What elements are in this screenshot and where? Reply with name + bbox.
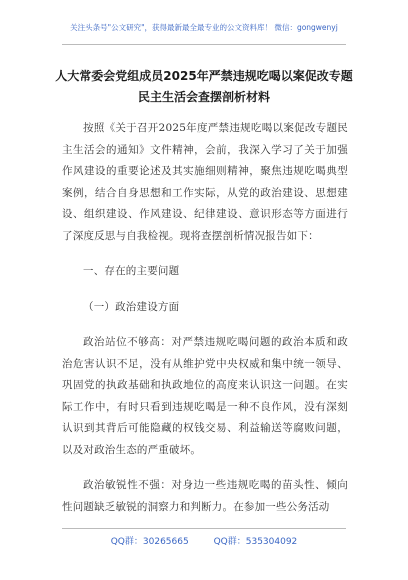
footer-qq-1: QQ群：30265665 xyxy=(110,537,189,547)
section-heading: 一、存在的主要问题 xyxy=(83,265,180,277)
header-banner: 关注头条号"公文研究"，获得最新最全最专业的公文资料库！ 微信：gongwenyj xyxy=(70,23,338,32)
footer-divider xyxy=(62,528,346,529)
body-paragraph: 政治敏锐性不强：对身边一些违规吃喝的苗头性、倾向性问题缺乏敏锐的洞察力和判断力。在参加一些公务活动 xyxy=(62,479,348,513)
footer-contact xyxy=(0,534,408,547)
body-paragraph: 政治站位不够高：对严禁违规吃喝问题的政治本质和政治危害认识不足，没有从维护党中央权威和集中统一领导、巩固党的执政基础和执政地位的高度来认识这一问题。在实际工作中，有时只看到违规吃喝是一种不良作风，没有深刻认识到其背后可能隐藏的权钱交易、利益输送等腐败问题，以及对政治生态的严重破坏。 xyxy=(62,336,348,456)
intro-paragraph: 按照《关于召开2025年度严禁违规吃喝以案促改专题民主生活会的通知》文件精神，会前，我深入学习了关于加强作风建设的重要论述及其实施细则精神，聚焦违规吃喝典型案例，结合自身思想和工作实际，从党的政治建设、思想建设、组织建设、作风建设、纪律建设、意识形态等方面进行了深度反思与自我检视。现将查摆剖析情况报告如下： xyxy=(62,122,348,242)
document-body xyxy=(62,118,348,518)
sub-heading: （一）政治建设方面 xyxy=(83,300,180,313)
footer-qq-2: QQ群：535304092 xyxy=(213,537,298,547)
header-divider xyxy=(62,44,346,45)
document-title: 人大常委会党组成员2025年严禁违规吃喝以案促改专题民主生活会查摆剖析材料 xyxy=(55,69,353,104)
